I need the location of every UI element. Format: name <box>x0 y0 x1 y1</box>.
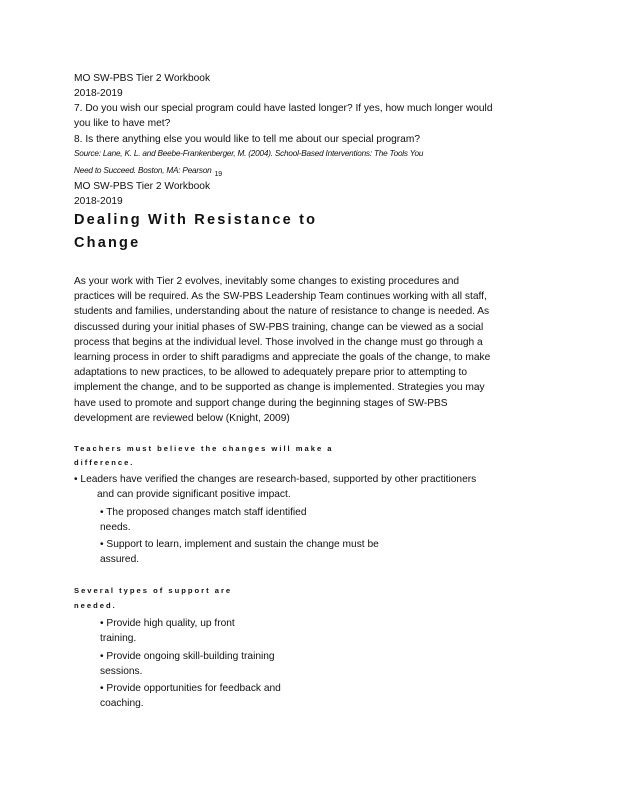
intro-paragraph <box>74 274 534 426</box>
teachers-heading-line2: difference. <box>74 458 135 467</box>
bullet-item-cont: training. <box>100 633 137 644</box>
bullet-item: • The proposed changes match staff identified <box>100 507 307 518</box>
section-title-line1: Dealing With Resistance to <box>74 212 318 228</box>
bullet-item-cont: and can provide significant positive impact. <box>97 489 291 500</box>
page-number: 19 <box>214 171 222 178</box>
paragraph-line: have used to promote and support change during the beginning stages of SW-PBS <box>74 397 448 409</box>
question-7-line2: you like to have met? <box>74 118 171 129</box>
bullet-item-cont: assured. <box>100 554 140 565</box>
source-line1: Source: Lane, K. L. and Beebe-Frankenberger, M. (2004). School-Based Interventions: The Tools You <box>74 149 424 158</box>
bullet-item: • Provide high quality, up front <box>100 618 235 629</box>
source-text: Need to Succeed. Boston, MA: Pearson <box>74 166 212 175</box>
paragraph-line: learning process in order to shift paradigms and appreciate the goals of the change, to make <box>74 352 491 364</box>
header-title-2: MO SW-PBS Tier 2 Workbook <box>74 181 211 192</box>
question-7-line1: 7. Do you wish our special program could have lasted longer? If yes, how much longer would <box>74 103 493 114</box>
teachers-heading-line1: Teachers must believe the changes will make a <box>74 444 334 453</box>
bullet-item: • Provide opportunities for feedback and <box>100 683 281 694</box>
source-line2 <box>74 165 222 181</box>
bullet-item: • Leaders have verified the changes are research-based, supported by other practitioners <box>74 474 477 485</box>
paragraph-line: discussed during your initial phases of SW-PBS training, change can be viewed as a social <box>74 321 484 333</box>
paragraph-line: As your work with Tier 2 evolves, inevitably some changes to existing procedures and <box>74 276 460 287</box>
support-heading-line2: needed. <box>74 601 117 610</box>
header-year: 2018-2019 <box>74 88 123 99</box>
header-year-2: 2018-2019 <box>74 196 123 207</box>
paragraph-line: adaptations to new practices, to be allowed to adequately prepare prior to attempting to <box>74 367 468 379</box>
question-8: 8. Is there anything else you would like to tell me about our special program? <box>74 134 421 145</box>
support-heading-line1: Several types of support are <box>74 586 233 595</box>
bullet-item: • Provide ongoing skill-building training <box>100 651 275 662</box>
header-title: MO SW-PBS Tier 2 Workbook <box>74 73 211 84</box>
paragraph-line: practices will be required. As the SW-PBS Leadership Team continues working with all staff, <box>74 291 487 303</box>
bullet-item: • Support to learn, implement and sustain the change must be <box>100 539 379 550</box>
section-title-line2: Change <box>74 235 141 251</box>
bullet-item-cont: needs. <box>100 522 131 533</box>
bullet-item-cont: coaching. <box>100 698 144 709</box>
paragraph-line: students and families, understanding about the nature of resistance to change is needed. As <box>74 306 490 318</box>
paragraph-line: process that begins at the individual level. Those involved in the change must go through a <box>74 336 483 348</box>
bullet-item-cont: sessions. <box>100 666 143 677</box>
paragraph-line: development are reviewed below (Knight, 2009) <box>74 412 290 424</box>
paragraph-line: implement the change, and to be supported as change is implemented. Strategies you may <box>74 382 485 394</box>
